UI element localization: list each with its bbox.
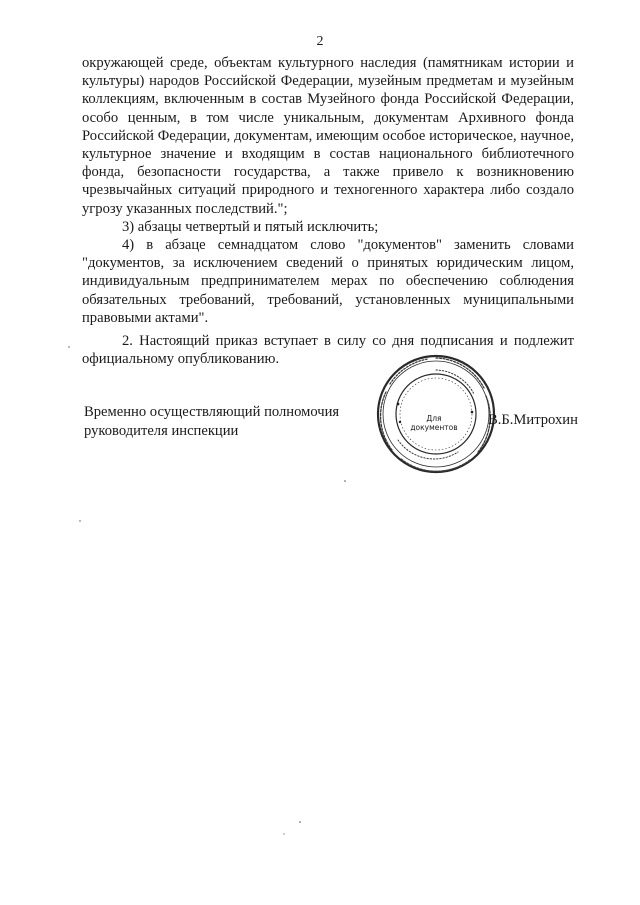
stamp-label-line-2: документов [410, 422, 458, 432]
paragraph-item-4: 4) в абзаце семнадцатом слово "документов" заменить словами "документов, за исключением сведений о принятых юридическим лицом, индивидуальным предпринимателем мерах по обеспечению соблюдения обязательных требований, требований, установленных муниципальными правовыми актами". [82, 237, 574, 326]
document-body [82, 54, 574, 368]
paragraph-clause-2: 2. Настоящий приказ вступает в силу со дня подписания и подлежит официальному опубликованию. [82, 333, 574, 368]
stamp-label [394, 415, 474, 432]
paragraph-item-3: 3) абзацы четвертый и пятый исключить; [122, 218, 379, 235]
page-number: 2 [316, 34, 324, 49]
paragraph-continuation: окружающей среде, объектам культурного наследия (памятникам истории и культуры) народов Российской Федерации, музейным предметам и музейным коллекциям, включенным в состав Музейного фонда Российской Федерации, особо ценным, в том числе уникальным, документам Архивного фонда Российской Федерации, документам, имеющим особое историческое, научное, культурное значение и входящим в состав национального библиотечного фонда, безопасности государства, а также привело к возникновению чрезвычайных ситуаций природного и техногенного характера либо создало угрозу указанных последствий."; [82, 55, 574, 217]
signature-position-line-1: Временно осуществляющий полномочия [84, 404, 340, 420]
signatory-name: В.Б.Митрохин [488, 412, 578, 428]
signature-position [84, 403, 339, 440]
stamp-label-line-1: Для [426, 414, 442, 423]
signature-position-line-2: руководителя инспекции [84, 422, 239, 439]
